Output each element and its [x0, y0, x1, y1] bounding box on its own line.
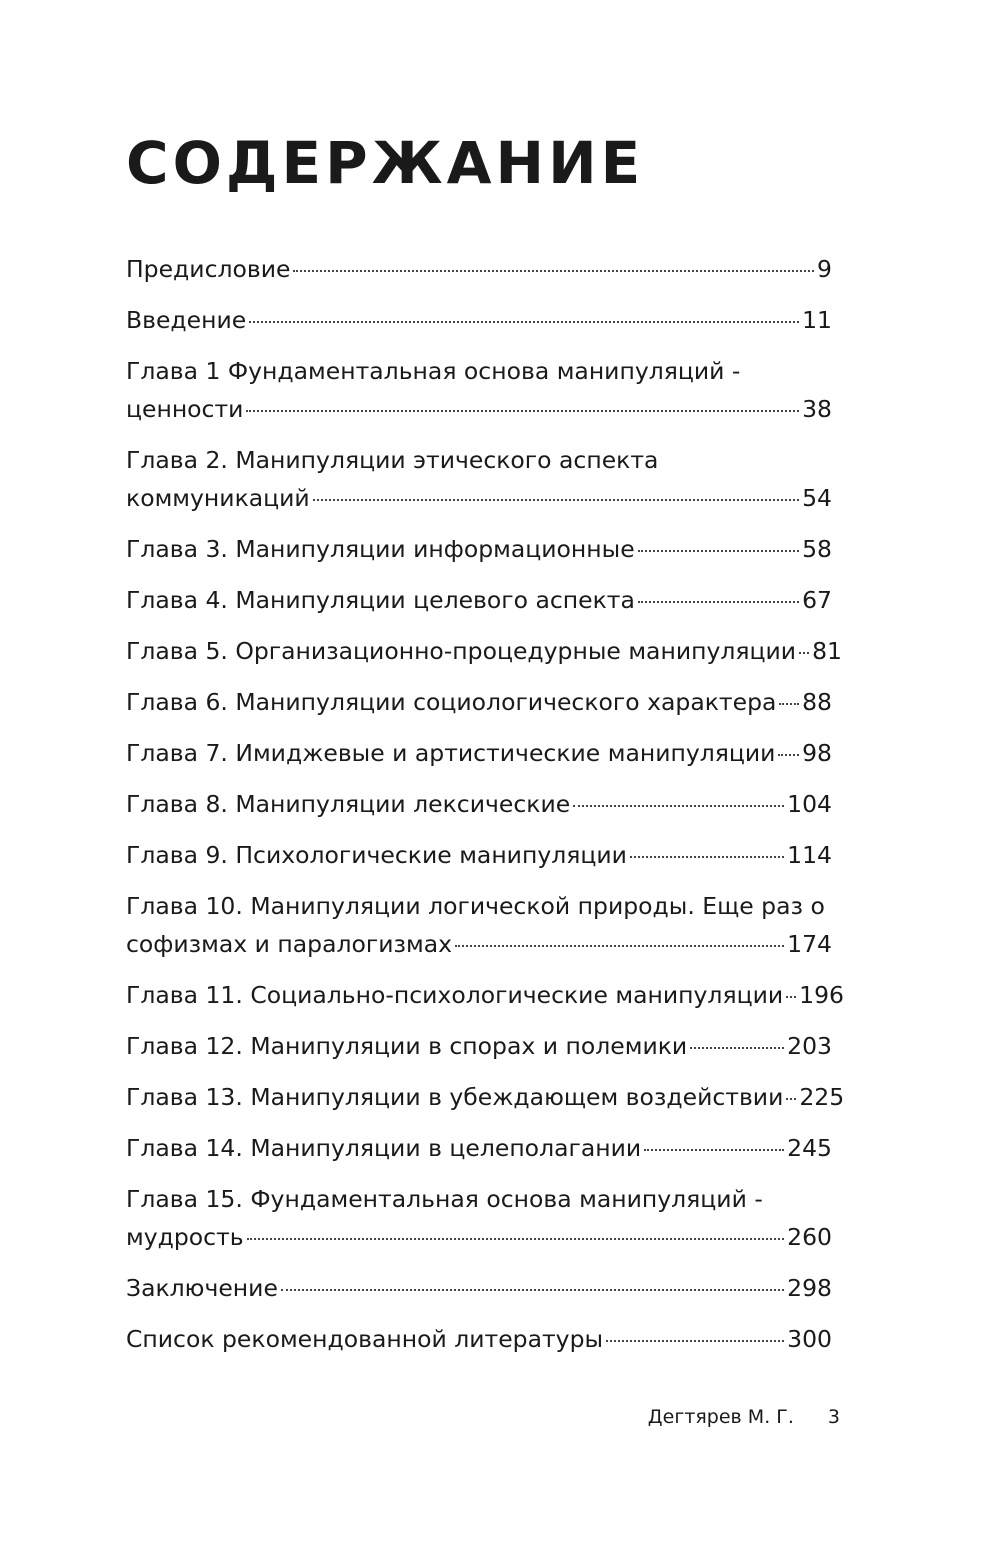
- toc-entry[interactable]: [126, 441, 832, 517]
- toc-page-number: 225: [799, 1083, 845, 1111]
- toc-page-number: 245: [787, 1134, 832, 1162]
- toc-entry-line: [126, 1269, 832, 1307]
- table-of-contents: [126, 250, 845, 1371]
- toc-entry[interactable]: [126, 734, 832, 772]
- dot-leader: [778, 754, 799, 756]
- toc-entry[interactable]: [126, 530, 832, 568]
- toc-entry-title: Глава 12. Манипуляции в спорах и полемики: [126, 1032, 688, 1060]
- toc-entry-line: [126, 1320, 832, 1358]
- page-title: СОДЕРЖАНИЕ: [126, 129, 645, 197]
- toc-entry[interactable]: [126, 1320, 832, 1358]
- toc-entry[interactable]: [126, 1180, 832, 1256]
- dot-leader: [606, 1340, 784, 1342]
- dot-leader: [690, 1047, 784, 1049]
- toc-entry-title: Введение: [126, 306, 247, 334]
- toc-page-number: 88: [802, 688, 832, 716]
- dot-leader: [249, 321, 799, 323]
- toc-entry-line: [126, 925, 832, 963]
- toc-entry-title: Глава 7. Имиджевые и артистические манипуляции: [126, 739, 776, 767]
- toc-entry-line: [126, 1218, 832, 1256]
- toc-entry-title: Глава 3. Манипуляции информационные: [126, 535, 635, 563]
- toc-entry-title-line: Глава 2. Манипуляции этического аспекта: [126, 446, 659, 474]
- toc-entry-title: Глава 8. Манипуляции лексические: [126, 790, 571, 818]
- toc-entry[interactable]: [126, 301, 832, 339]
- toc-page-number: 196: [799, 981, 844, 1009]
- dot-leader: [644, 1149, 784, 1151]
- toc-entry[interactable]: [126, 887, 832, 963]
- dot-leader: [786, 996, 796, 998]
- toc-page-number: 38: [802, 395, 832, 423]
- toc-entry-line: [126, 301, 832, 339]
- toc-page-number: 9: [817, 255, 832, 283]
- toc-entry-line: [126, 734, 832, 772]
- toc-page-number: 11: [802, 306, 832, 334]
- toc-entry-title: мудрость: [126, 1223, 244, 1251]
- toc-entry-title: Глава 11. Социально-психологические манипуляции: [126, 981, 784, 1009]
- toc-entry-title: Глава 6. Манипуляции социологического характера: [126, 688, 777, 716]
- toc-page-number: 114: [787, 841, 832, 869]
- toc-page-number: 300: [787, 1325, 832, 1353]
- toc-entry-title-line: Глава 10. Манипуляции логической природы. Еще раз о: [126, 892, 825, 920]
- toc-page-number: 104: [787, 790, 832, 818]
- toc-entry-line: [126, 632, 842, 670]
- footer-author: Дегтярев М. Г.: [647, 1406, 794, 1428]
- dot-leader: [281, 1289, 784, 1291]
- toc-page-number: 81: [812, 637, 842, 665]
- toc-entry[interactable]: [126, 976, 844, 1014]
- toc-entry-title: ценности: [126, 395, 244, 423]
- toc-entry[interactable]: [126, 352, 832, 428]
- dot-leader: [630, 856, 784, 858]
- toc-entry-line: [126, 785, 832, 823]
- toc-entry[interactable]: [126, 785, 832, 823]
- toc-entry-title: Глава 5. Организационно-процедурные манипуляции: [126, 637, 797, 665]
- dot-leader: [573, 805, 784, 807]
- toc-page-number: 298: [787, 1274, 832, 1302]
- toc-page-number: 260: [787, 1223, 832, 1251]
- toc-entry[interactable]: [126, 683, 832, 721]
- toc-entry-line: [126, 479, 832, 517]
- toc-entry-line: [126, 1129, 832, 1167]
- toc-entry-title: Заключение: [126, 1274, 278, 1302]
- footer-page-number: 3: [827, 1406, 840, 1428]
- toc-entry-title: Глава 14. Манипуляции в целеполагании: [126, 1134, 642, 1162]
- toc-entry[interactable]: [126, 250, 832, 288]
- toc-entry-line: [126, 530, 832, 568]
- dot-leader: [638, 601, 799, 603]
- dot-leader: [799, 652, 809, 654]
- toc-page-number: 174: [787, 930, 832, 958]
- toc-entry[interactable]: [126, 581, 832, 619]
- toc-entry[interactable]: [126, 1027, 832, 1065]
- toc-entry-title: Список рекомендованной литературы: [126, 1325, 604, 1353]
- toc-page-number: 58: [802, 535, 832, 563]
- toc-entry[interactable]: [126, 1269, 832, 1307]
- toc-entry-line: [126, 976, 844, 1014]
- toc-entry-line: [126, 581, 832, 619]
- toc-entry-line: [126, 683, 832, 721]
- dot-leader: [293, 270, 814, 272]
- toc-entry-title: Глава 4. Манипуляции целевого аспекта: [126, 586, 635, 614]
- toc-page-number: 54: [802, 484, 832, 512]
- toc-entry-title-line: Глава 1 Фундаментальная основа манипуляций -: [126, 357, 741, 385]
- toc-entry[interactable]: [126, 632, 842, 670]
- toc-entry-line: [126, 1078, 845, 1116]
- dot-leader: [638, 550, 799, 552]
- toc-entry[interactable]: [126, 1129, 832, 1167]
- dot-leader: [779, 703, 799, 705]
- toc-page-number: 203: [787, 1032, 832, 1060]
- toc-entry[interactable]: [126, 1078, 845, 1116]
- toc-entry-line: [126, 1027, 832, 1065]
- dot-leader: [313, 499, 799, 501]
- toc-entry-line: [126, 836, 832, 874]
- toc-entry-line: [126, 390, 832, 428]
- toc-entry-title-line: Глава 15. Фундаментальная основа манипуляций -: [126, 1185, 763, 1213]
- toc-page-number: 98: [802, 739, 832, 767]
- toc-entry[interactable]: [126, 836, 832, 874]
- toc-entry-title: Глава 9. Психологические манипуляции: [126, 841, 627, 869]
- toc-entry-title: софизмах и паралогизмах: [126, 930, 453, 958]
- dot-leader: [246, 410, 799, 412]
- toc-entry-line: [126, 250, 832, 288]
- toc-page-number: 67: [802, 586, 832, 614]
- dot-leader: [247, 1238, 785, 1240]
- toc-entry-title: Глава 13. Манипуляции в убеждающем воздействии: [126, 1083, 784, 1111]
- page-footer: [648, 1406, 840, 1428]
- toc-entry-title: коммуникаций: [126, 484, 310, 512]
- dot-leader: [455, 945, 784, 947]
- toc-entry-title: Предисловие: [126, 255, 291, 283]
- dot-leader: [786, 1098, 796, 1100]
